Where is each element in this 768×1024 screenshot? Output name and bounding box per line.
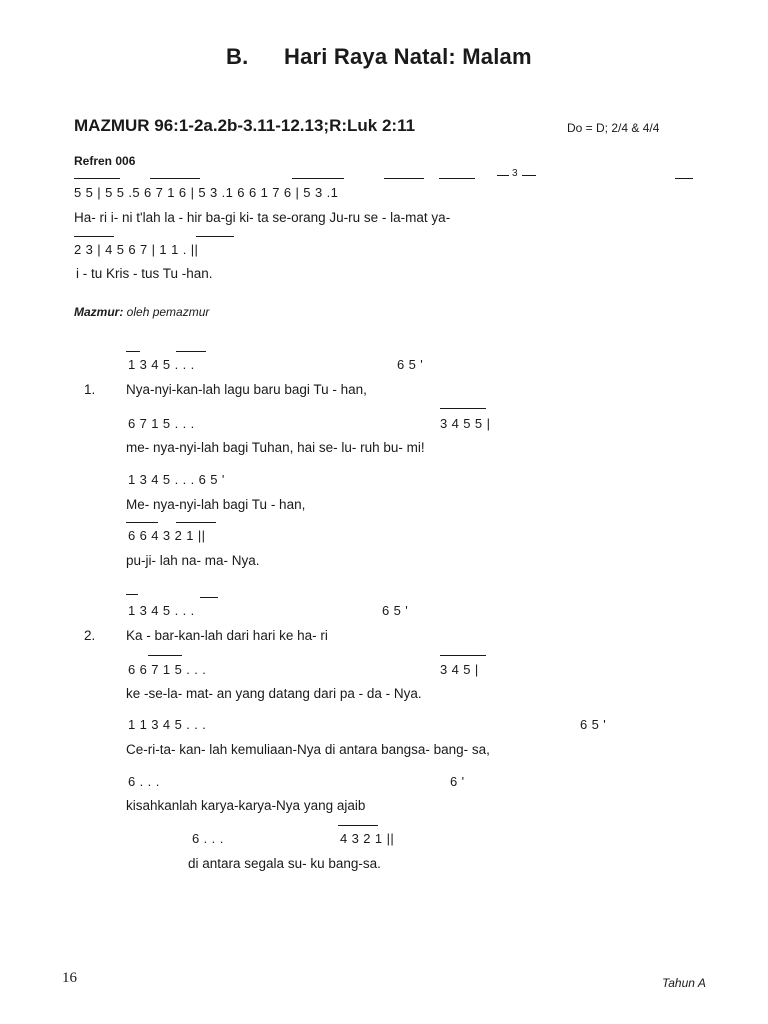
section-title: Hari Raya Natal: Malam (284, 44, 532, 69)
refrain-lyrics-line-1: Ha- ri i- ni t'lah la - hir ba-gi ki- ta se-orang Ju-ru se - la-mat ya- (74, 210, 451, 225)
verse1-notes-1b: 6 5 ' (397, 357, 424, 372)
beam-line (384, 178, 424, 179)
refrain-label: Refren 006 (74, 154, 136, 168)
mazmur-label-bold: Mazmur: (74, 305, 124, 319)
beam-line (74, 178, 120, 179)
verse2-lyrics-2: ke -se-la- mat- an yang datang dari pa - da - Nya. (126, 686, 422, 701)
page-number: 16 (62, 970, 77, 986)
mazmur-label-rest: oleh pemazmur (123, 305, 210, 319)
verse1-number: 1. (84, 382, 96, 397)
liturgical-year: Tahun A (662, 976, 706, 990)
beam-line (440, 655, 486, 656)
psalm-reference: MAZMUR 96:1-2a.2b-3.11-12.13;R:Luk 2:11 (74, 116, 416, 135)
page-title (226, 44, 532, 70)
verse2-notes-3: 1 1 3 4 5 . . . (128, 717, 207, 732)
verse2-lyrics-1: Ka - bar-kan-lah dari hari ke ha- ri (126, 628, 328, 643)
verse1-notes-2: 6 7 1 5 . . . (128, 416, 195, 431)
beam-line (126, 594, 138, 595)
verse1-notes-3: 1 3 4 5 . . . 6 5 ' (128, 472, 225, 487)
verse2-notes-4: 6 . . . (128, 774, 160, 789)
beam-line (292, 178, 344, 179)
beam-line (176, 522, 216, 523)
section-letter: B. (226, 44, 249, 69)
mazmur-label (74, 305, 209, 319)
beam-line (148, 655, 182, 656)
verse2-lyrics-3: Ce-ri-ta- kan- lah kemuliaan-Nya di antara bangsa- bang- sa, (126, 742, 490, 757)
verse2-notes-5: 6 . . . (192, 831, 224, 846)
beam-line (338, 825, 378, 826)
verse2-notes-4b: 6 ' (450, 774, 465, 789)
beam-line (150, 178, 200, 179)
beam-line (176, 351, 206, 352)
beam-line (74, 236, 114, 237)
verse2-notes-2: 6 6 7 1 5 . . . (128, 662, 207, 677)
verse1-notes-4: 6 6 4 3 2 1 || (128, 528, 206, 543)
verse2-notes-1b: 6 5 ' (382, 603, 409, 618)
refrain-notes-line-2: 2 3 | 4 5 6 7 | 1 1 . || (74, 242, 199, 257)
refrain-lyrics-line-2: i - tu Kris - tus Tu -han. (76, 266, 213, 281)
beam-line (439, 178, 475, 179)
key-signature: Do = D; 2/4 & 4/4 (567, 121, 660, 135)
verse1-notes-2b: 3 4 5 5 | (440, 416, 491, 431)
triplet-marker: 3 (512, 168, 518, 179)
refrain-notes-line-1: 5 5 | 5 5 .5 6 7 1 6 | 5 3 .1 6 6 1 7 6 | 5 3 .1 (74, 185, 339, 200)
verse2-notes-5b: 4 3 2 1 || (340, 831, 395, 846)
verse2-notes-1: 1 3 4 5 . . . (128, 603, 195, 618)
verse1-notes-1: 1 3 4 5 . . . (128, 357, 195, 372)
beam-line (200, 597, 218, 598)
verse1-lyrics-3: Me- nya-nyi-lah bagi Tu - han, (126, 497, 306, 512)
triplet-bracket-left (497, 175, 509, 176)
beam-line (126, 522, 158, 523)
beam-line (675, 178, 693, 179)
verse2-lyrics-4: kisahkanlah karya-karya-Nya yang ajaib (126, 798, 366, 813)
verse1-lyrics-4: pu-ji- lah na- ma- Nya. (126, 553, 260, 568)
verse2-notes-2b: 3 4 5 | (440, 662, 479, 677)
triplet-bracket-right (522, 175, 536, 176)
beam-line (440, 408, 486, 409)
verse1-lyrics-1: Nya-nyi-kan-lah lagu baru bagi Tu - han, (126, 382, 367, 397)
verse2-lyrics-5: di antara segala su- ku bang-sa. (188, 856, 381, 871)
beam-line (196, 236, 234, 237)
beam-line (126, 351, 140, 352)
verse2-number: 2. (84, 628, 96, 643)
verse2-notes-3b: 6 5 ' (580, 717, 607, 732)
verse1-lyrics-2: me- nya-nyi-lah bagi Tuhan, hai se- lu- ruh bu- mi! (126, 440, 425, 455)
